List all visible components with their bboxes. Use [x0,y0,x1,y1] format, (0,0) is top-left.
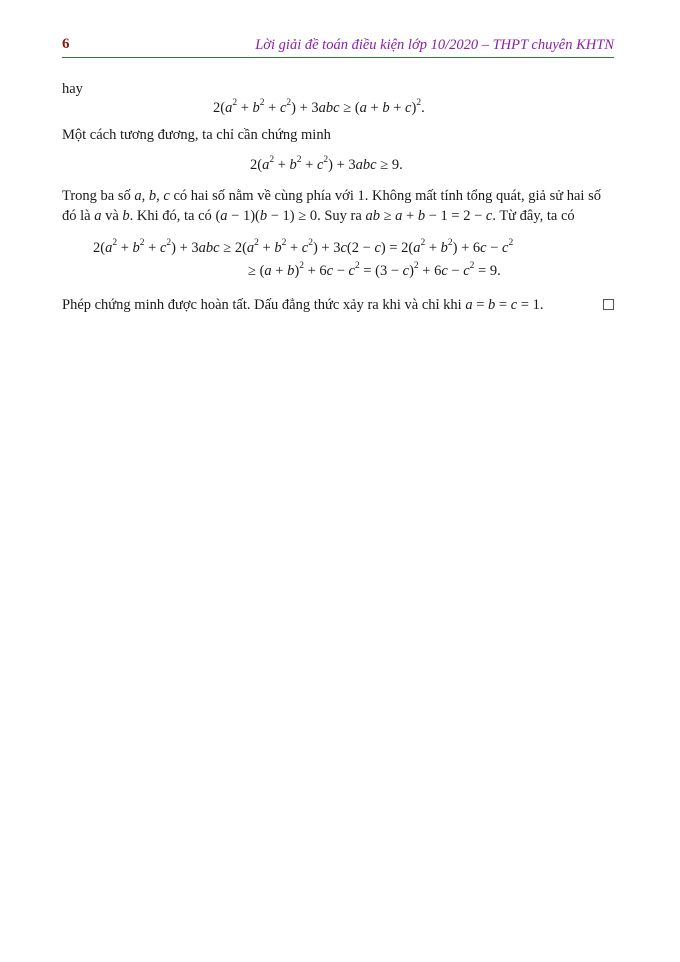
text-line2-and: và [105,208,119,224]
qed-box [603,299,614,310]
text-line2-tu-day: . Từ đây, ta có [492,208,575,224]
text-conclusion: Phép chứng minh được hoàn tất. Dấu đẳng thức xảy ra khi và chỉ khi [62,297,462,313]
text-trong-ba-prefix: Trong ba số [62,188,131,204]
header-rule [62,57,614,58]
equation-1: $2(a^2 + b^2 + c^2) + 3abc \ge (a + b + c)^2$. [213,98,425,116]
text-line2-prefix: đó là [62,208,91,224]
paragraph-trong-ba: Trong ba số a, b, c có hai số nằm về cùng phía với 1. Không mất tính tổng quát, giả sử hai số đó là a và b. Khi đó, ta có (a − 1)(b − 1) ≥ 0. Suy ra ab ≥ a + b − 1 = 2 − c. Từ đây, ta có [62,188,601,224]
page-number: 6 [62,36,70,52]
paragraph-equivalent: Một cách tương đương, ta chỉ cần chứng minh [62,127,331,143]
equation-2: $2(a^2 + b^2 + c^2) + 3abc \ge 9$. [250,155,403,173]
paragraph-conclusion: Phép chứng minh được hoàn tất. Dấu đẳng thức xảy ra khi và chỉ khi a = b = c = 1. [62,297,544,313]
text-trong-ba-rest: có hai số nằm về cùng phía với 1. Không mất tính tổng quát, giả sử hai số [173,188,601,204]
text-line2-suy-ra: . Suy ra [317,208,362,224]
paragraph-hay: hay [62,81,83,97]
running-title: Lời giải đề toán điều kiện lớp 10/2020 – THPT chuyên KHTN [255,37,614,53]
equation-3-line1: $2(a^2 + b^2 + c^2) + 3abc \ge 2(a^2 + b^2 + c^2) + 3c(2 - c) = 2(a^2 + b^2) + 6c - c^2$ [93,238,514,256]
equation-3-line2: ≥ $(a + b)^2 + 6c - c^2 = (3 - c)^2 + 6c - c^2 = 9$. [248,261,501,279]
text-line2-then: . Khi đó, ta có [129,208,212,224]
